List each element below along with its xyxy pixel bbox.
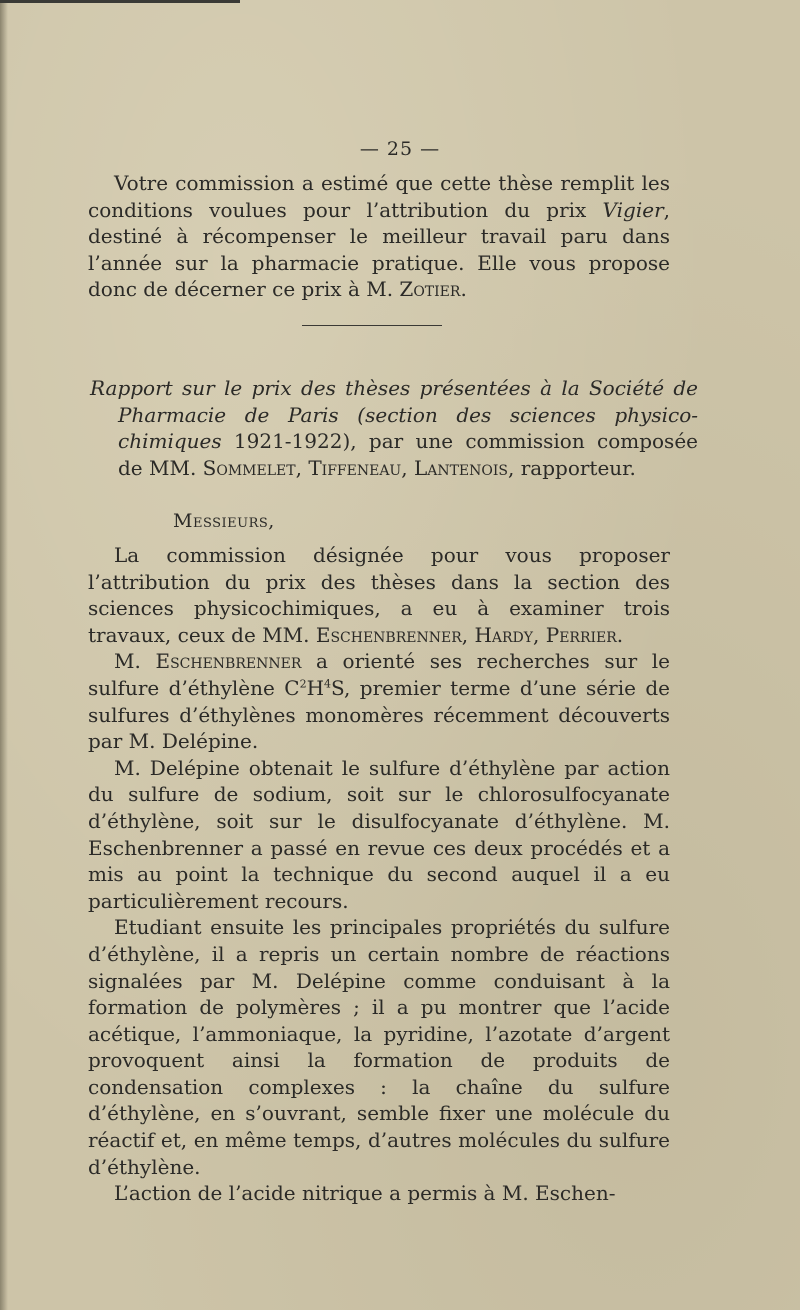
report-heading: Rapport sur le prix des thèses présentées à la Société de Pharmacie de Paris (section des sciences physico-chimiques 1921-1922), par une commission composée de MM. Sommelet, Tiffeneau, Lantenois, rapporteur. (90, 376, 698, 480)
salutation: Messieurs, (173, 510, 275, 532)
paragraph: M. Delépine obtenait le sulfure d’éthylène par action du sulfure de sodium, soit sur le chlorosulfocyanate d’éthylène, soit sur le disulfocyanate d’éthylène. M. Eschenbrenner a passé en revue ces deux procédés et a mis au point la technique du second auquel il a eu particulièrement recours. (88, 755, 670, 913)
member-name: Tiffeneau (308, 455, 402, 480)
section-separator (302, 325, 442, 326)
top-rule (0, 0, 240, 3)
paragraph: M. Eschenbrenner a orienté ses recherches sur le sulfure d’éthylène $C^2H^4S$, premier terme d’une série de sulfures d’éthylènes monomères récemment découverts par M. Delépine. (88, 649, 670, 754)
formula-subscript: 4 (324, 677, 332, 691)
member-name: Sommelet (202, 455, 296, 480)
page-edge-shadow (0, 0, 8, 1310)
paragraph: La commission désignée pour vous proposer l’attribution du prix des thèses dans la section des sciences physicochimiques, a eu à examiner trois travaux, ceux de MM. Eschenbrenner, Hardy, Perrier. (88, 543, 670, 647)
paragraph: L’action de l’acide nitrique a permis à M. Eschen- (114, 1181, 616, 1206)
commission-paragraph: Votre commission a estimé que cette thèse remplit les conditions voulues pour l’attribution du prix Vigier, destiné à récompenser le meilleur travail paru dans l’année sur la pharmacie pratique. Elle vous propose donc de décerner ce prix à M. Zotier. (88, 171, 670, 302)
formula-subscript: 2 (299, 677, 307, 691)
paragraph: Etudiant ensuite les principales propriétés du sulfure d’éthylène, il a repris un certain nombre de réactions signalées par M. Delépine comme conduisant à la formation de polymères ; il a pu montrer que l’acide acétique, l’ammoniaque, la pyridine, l’azotate d’argent provoquent ainsi la formation de produits de condensation complexes : la chaîne du sulfure d’éthylène, en s’ouvrant, semble fixer une molécule du réactif et, en même temps, d’autres molécules du sulfure d’éthylène. (88, 915, 670, 1179)
prize-name: Vigier (602, 197, 664, 222)
member-name: Lantenois (413, 455, 509, 480)
report-body (88, 542, 670, 1207)
laureate-name: Zotier (399, 277, 461, 302)
page-number: — 25 — (359, 138, 441, 160)
